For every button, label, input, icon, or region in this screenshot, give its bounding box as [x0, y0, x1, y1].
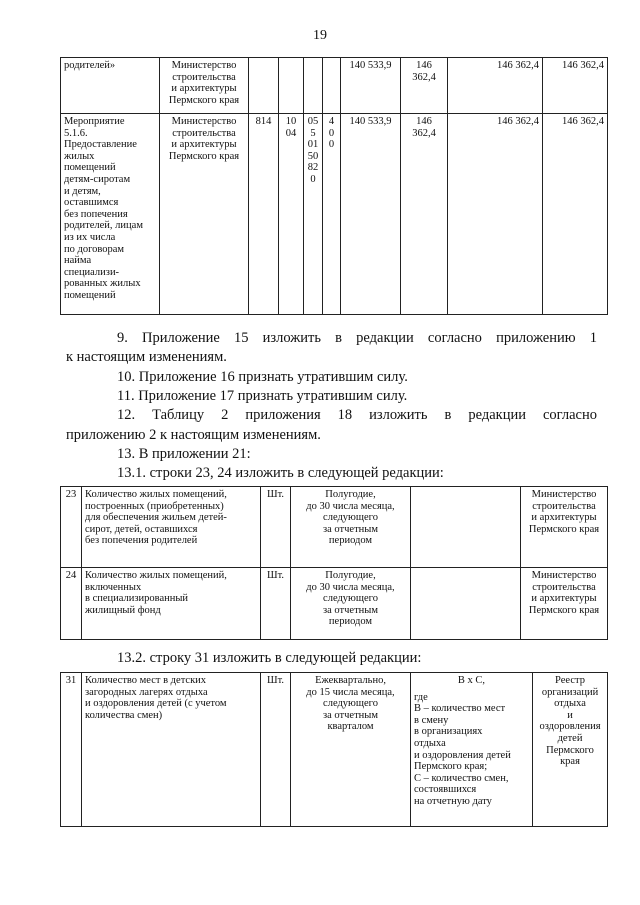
code-cell [249, 58, 279, 114]
amount-cell: 146 362,4 [448, 114, 543, 315]
measure-name: родителей» [61, 58, 160, 114]
indicator-table-31 [60, 672, 608, 827]
formula-cell [411, 487, 521, 568]
amount-cell: 140 533,9 [341, 58, 401, 114]
code-cell: 05 5 01 50 82 0 [304, 114, 323, 315]
period-cell: Полугодие, до 30 числа месяца, следующего за отчетным периодом [291, 568, 411, 640]
table-row [61, 487, 608, 568]
amount-cell: 146 362,4 [543, 114, 608, 315]
unit-cell: Шт. [261, 673, 291, 827]
formula-cell [411, 568, 521, 640]
amount-cell: 146 362,4 [543, 58, 608, 114]
table-row [61, 114, 608, 315]
code-cell [279, 58, 304, 114]
formula-body: где В – количество мест в смену в организациях отдыха и оздоровления детей Пермского края; С – количество смен, состоявшихся на отчетную дату [414, 691, 511, 807]
page-number: 19 [313, 28, 327, 43]
row-number: 24 [61, 568, 82, 640]
code-cell [323, 58, 341, 114]
indicator-name: Количество жилых помещений, построенных (приобретенных) для обеспечения жильем детей- сирот, детей, оставшихся без попечения родителей [82, 487, 261, 568]
source-cell: Министерство строительства и архитектуры Пермского края [521, 487, 608, 568]
table-row [61, 568, 608, 640]
paragraph-13: 13. В приложении 21: [117, 446, 251, 462]
source-cell: Реестр организаций отдыха и оздоровления детей Пермского края [533, 673, 608, 827]
executor-cell: Министерство строительства и архитектуры Пермского края [160, 114, 249, 315]
table-row [61, 673, 608, 827]
amount-cell: 140 533,9 [341, 114, 401, 315]
formula-head: В х С, [457, 675, 486, 686]
paragraph-13-1: 13.1. строки 23, 24 изложить в следующей редакции: [117, 465, 444, 481]
indicator-name: Количество жилых помещений, включенных в специализированный жилищный фонд [82, 568, 261, 640]
paragraph-12: 12. Таблицу 2 приложения 18 изложить в редакции согласно [117, 407, 597, 423]
measure-name: Мероприятие 5.1.6. Предоставление жилых помещений детям-сиротам и детям, оставшимся без попечения родителей, лицам из их числа по договорам найма специализи- рованных жилых помещений [61, 114, 160, 315]
paragraph-9-cont: к настоящим изменениям. [66, 349, 227, 365]
paragraph-12-cont: приложению 2 к настоящим изменениям. [66, 427, 321, 443]
code-cell [304, 58, 323, 114]
code-cell: 4 0 0 [323, 114, 341, 315]
period-cell: Полугодие, до 30 числа месяца, следующего за отчетным периодом [291, 487, 411, 568]
amount-cell: 146 362,4 [448, 58, 543, 114]
paragraph-13-2: 13.2. строку 31 изложить в следующей редакции: [117, 650, 422, 666]
formula-cell [411, 673, 533, 827]
code-cell: 814 [249, 114, 279, 315]
code-cell: 10 04 [279, 114, 304, 315]
period-cell: Ежеквартально, до 15 числа месяца, следующего за отчетным кварталом [291, 673, 411, 827]
indicator-table-23-24 [60, 486, 608, 640]
paragraph-10: 10. Приложение 16 признать утратившим силу. [117, 369, 408, 385]
unit-cell: Шт. [261, 487, 291, 568]
unit-cell: Шт. [261, 568, 291, 640]
table-row [61, 58, 608, 114]
row-number: 31 [61, 673, 82, 827]
amount-cell: 146 362,4 [401, 58, 448, 114]
budget-table [60, 57, 608, 315]
paragraph-9: 9. Приложение 15 изложить в редакции согласно приложению 1 [117, 330, 597, 346]
executor-cell: Министерство строительства и архитектуры Пермского края [160, 58, 249, 114]
row-number: 23 [61, 487, 82, 568]
source-cell: Министерство строительства и архитектуры Пермского края [521, 568, 608, 640]
indicator-name: Количество мест в детских загородных лагерях отдыха и оздоровления детей (с учетом количества смен) [82, 673, 261, 827]
amount-cell: 146 362,4 [401, 114, 448, 315]
paragraph-11: 11. Приложение 17 признать утратившим силу. [117, 388, 408, 404]
